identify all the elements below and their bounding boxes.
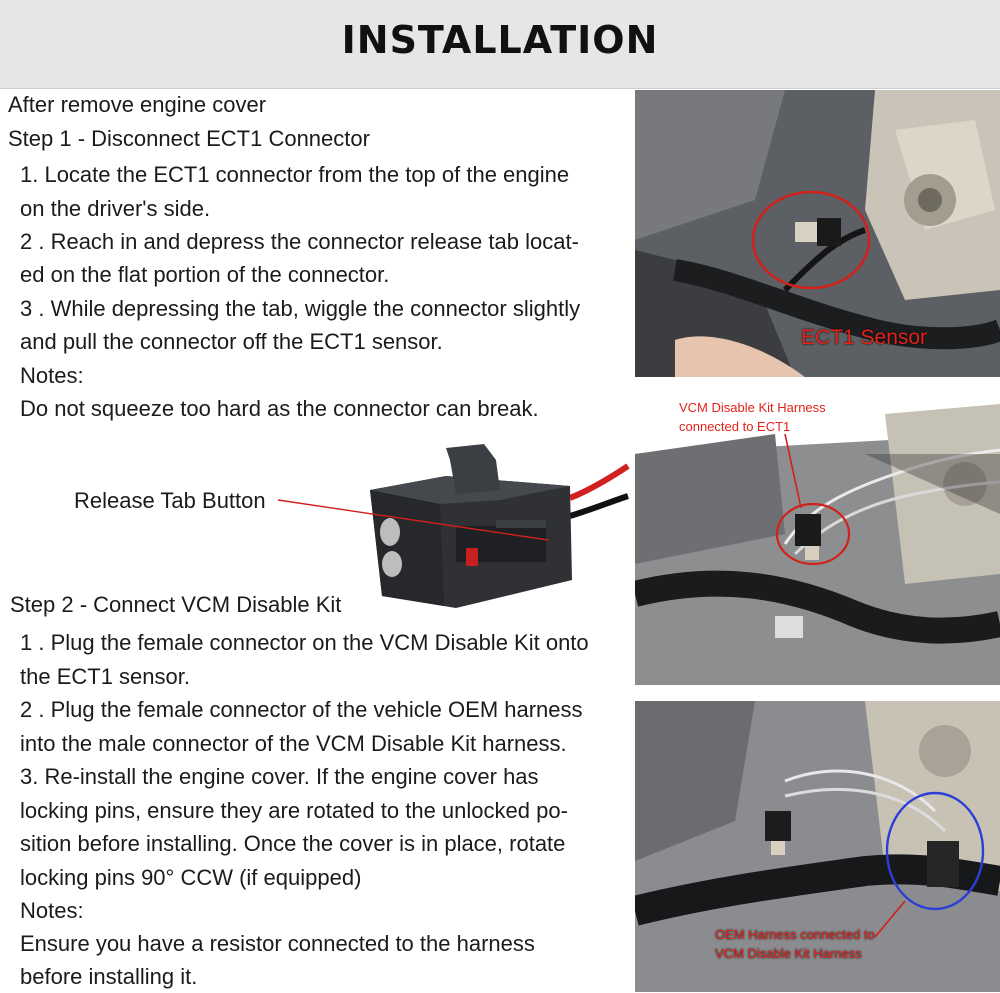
photo-ect1-sensor xyxy=(635,90,1000,377)
step1-title: Step 1 - Disconnect ECT1 Connector xyxy=(8,126,370,151)
photo3-label-line2: VCM Disable Kit Harness xyxy=(715,946,862,961)
photo3-label-line1: OEM Harness connected to xyxy=(715,927,875,942)
step2-line: 2 . Plug the female connector of the vehicle OEM harness xyxy=(20,697,583,722)
step2-line: into the male connector of the VCM Disable Kit harness. xyxy=(20,731,567,756)
step2-notes-label: Notes: xyxy=(20,898,84,923)
engine-photo-2 xyxy=(635,394,1000,685)
step1-line: 1. Locate the ECT1 connector from the top of the engine xyxy=(20,162,570,187)
step1-notes-label: Notes: xyxy=(20,363,84,388)
step2-line: sition before installing. Once the cover is in place, rotate xyxy=(20,831,566,856)
step2-line: the ECT1 sensor. xyxy=(20,664,190,689)
step1-line: and pull the connector off the ECT1 sensor. xyxy=(20,329,443,354)
step2-title: Step 2 - Connect VCM Disable Kit xyxy=(10,592,342,617)
step2-line: 1 . Plug the female connector on the VCM Disable Kit onto xyxy=(20,630,589,655)
step2-note: before installing it. xyxy=(20,964,198,989)
step1-line: ed on the flat portion of the connector. xyxy=(20,262,390,287)
step1-note: Do not squeeze too hard as the connector can break. xyxy=(20,396,539,421)
step1-line: on the driver's side. xyxy=(20,196,211,221)
step2-line: 3. Re-install the engine cover. If the engine cover has xyxy=(20,764,539,789)
step1-line: 2 . Reach in and depress the connector release tab locat- xyxy=(20,229,579,254)
step2-line: locking pins, ensure they are rotated to the unlocked po- xyxy=(20,798,568,823)
step2-line: locking pins 90° CCW (if equipped) xyxy=(20,865,362,890)
intro-text: After remove engine cover xyxy=(8,92,267,117)
photo1-label: ECT1 Sensor xyxy=(801,326,928,349)
photo-harness-connected xyxy=(635,394,1000,685)
release-tab-callout-label: Release Tab Button xyxy=(74,488,266,513)
page-title: INSTALLATION xyxy=(341,18,659,62)
step1-line: 3 . While depressing the tab, wiggle the connector slightly xyxy=(20,296,581,321)
step2-note: Ensure you have a resistor connected to the harness xyxy=(20,931,535,956)
photo-oem-harness xyxy=(635,701,1000,992)
photo2-label-line2: connected to ECT1 xyxy=(679,419,791,434)
header-banner xyxy=(0,0,1000,89)
photo2-label-line1: VCM Disable Kit Harness xyxy=(679,400,826,415)
